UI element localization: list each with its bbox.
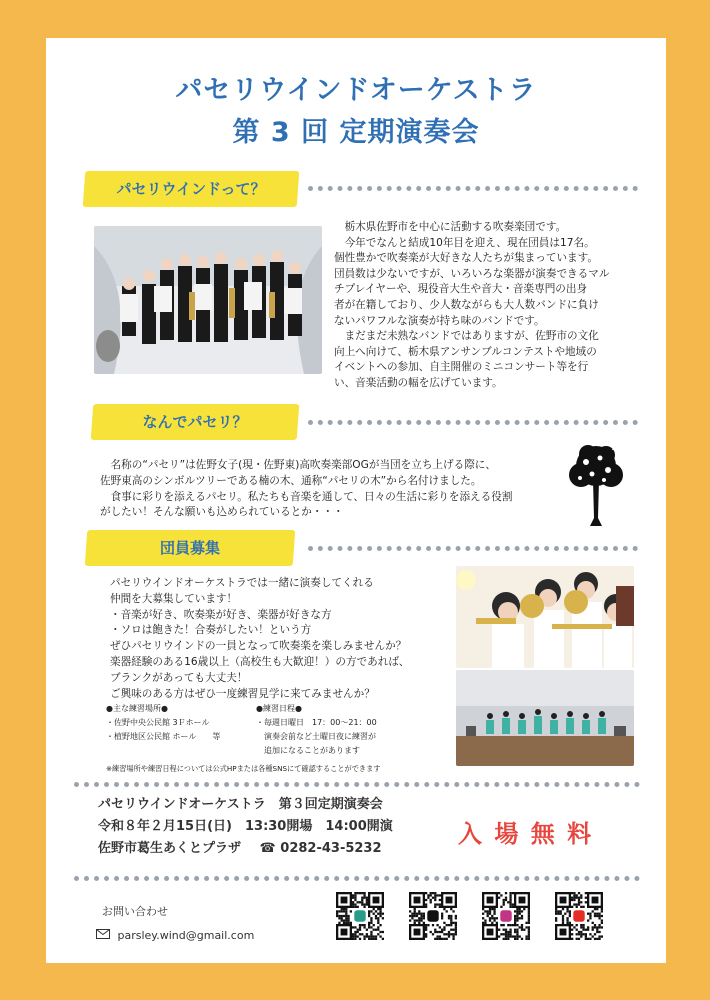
parsley-tree-icon (566, 440, 626, 530)
text-line: 栃木県佐野市を中心に活動する吹奏楽団です。 (334, 221, 567, 233)
section1-heading: パセリウインドって？ (83, 171, 300, 207)
practice-places-title: ●主な練習場所● (106, 704, 168, 713)
practice-day: 演奏会前など土曜日夜に練習が (256, 732, 376, 741)
website-icon (354, 910, 365, 921)
qr-code-instagram[interactable] (482, 892, 530, 940)
dotted-divider (308, 546, 638, 551)
section2-heading: なんでパセリ？ (91, 404, 300, 440)
band-group-photo (94, 226, 322, 374)
concert-phone: 0282-43-5232 (280, 841, 382, 856)
text-line: 個性豊かで吹奏楽が大好きな人たちが集まっています。 (334, 252, 598, 265)
admission-free: 入 場 無 料 (458, 820, 594, 848)
concert-line2: 令和８年２月15日(日) 13:30開場 14:00開演 (98, 819, 393, 834)
text-line: ご興味のある方はぜひ一度練習見学に来てみませんか？ (110, 687, 375, 700)
concert-venue-line (98, 840, 498, 858)
practice-days-title: ●練習日程● (256, 704, 302, 713)
practice-place: ・植野地区公民館 ホール 等 (106, 732, 221, 741)
text-line: ・ソロは飽きた！合奏がしたい！という方 (110, 624, 312, 637)
section3-heading: 団員募集 (85, 530, 296, 566)
text-line: ぜひパセリウインドの一員となって吹奏楽を楽しみませんか？ (110, 640, 407, 653)
text-line: 佐野東高のシンボルツリーである楠の木、通称“パセリの木”から名付けました。 (100, 474, 482, 487)
title-line1: パセリウインドオーケストラ (175, 75, 537, 106)
qr-code-youtube[interactable] (555, 892, 603, 940)
text-line: イベントへの参加、自主開催のミニコンサート等を行 (334, 361, 589, 374)
text-line: 者が在籍しており、少人数ながらも大人数バンドに負け (334, 298, 599, 311)
qr-code-website[interactable] (336, 892, 384, 940)
text-line: ・音楽が好き、吹奏楽が好き、楽器が好きな方 (110, 608, 332, 621)
practice-days (256, 702, 416, 758)
practice-day: 追加になることがあります (256, 746, 360, 755)
text-line: ブランクがあっても大丈夫！ (110, 671, 248, 684)
instagram-icon (500, 910, 511, 921)
flyer-page (46, 38, 666, 963)
text-line: い、音楽活動の幅を広げています。 (334, 376, 503, 389)
practice-place: ・佐野中央公民館 3Ｆホール (106, 718, 210, 727)
contact-email[interactable]: parsley.wind@gmail.com (117, 929, 255, 942)
text-line: ないパワフルな演奏が持ち味のバンドです。 (334, 314, 545, 327)
band-stage-photo (456, 670, 634, 766)
text-line: 団員数は少ないですが、いろいろな楽器が演奏できるマル (334, 267, 610, 280)
brass-players-photo (456, 566, 634, 668)
text-line: 食事に彩りを添えるパセリ。私たちも音楽を通して、日々の生活に彩りを添える役割 (100, 490, 513, 503)
section3-text (110, 576, 450, 702)
text-line: まだまだ未熟なバンドではありますが、佐野市の文化 (334, 330, 599, 343)
title-line2: 第 3 回 定期演奏会 (232, 117, 480, 148)
dotted-divider (308, 186, 638, 191)
mail-icon (96, 928, 110, 943)
concert-line1: パセリウインドオーケストラ 第３回定期演奏会 (98, 797, 383, 812)
text-line: 向上へ向けて、栃木県アンサンブルコンテストや地域の (334, 345, 597, 358)
youtube-icon (573, 910, 584, 921)
dotted-divider (74, 782, 640, 787)
practice-places (106, 702, 256, 744)
qr-code-x[interactable] (409, 892, 457, 940)
text-line: 楽器経験のある16歳以上（高校生も大歓迎！）の方であれば、 (110, 655, 410, 668)
text-line: 仲間を大募集しています！ (110, 592, 238, 605)
text-line: 名称の“パセリ”は佐野女子(現・佐野東)高吹奏楽部OGが当団を立ち上げる際に、 (100, 459, 496, 471)
section2-text (100, 458, 560, 521)
concert-venue: 佐野市葛生あくとプラザ (98, 841, 242, 856)
phone-icon: ☎ (259, 841, 276, 856)
text-line: 今年でなんと結成10年目を迎え、現在団員は17名。 (334, 236, 595, 249)
text-line: チプレイヤーや、現役音大生や音大・音楽専門の出身 (334, 283, 588, 296)
text-line: がしたい！そんな願いも込められているとか・・・ (100, 506, 344, 519)
text-line: パセリウインドオーケストラでは一緒に演奏してくれる (110, 577, 374, 589)
contact-email-row (96, 928, 316, 944)
contact-label: お問い合わせ (102, 905, 168, 918)
x-icon (427, 910, 438, 921)
practice-note: ※練習場所や練習日程については公式HPまたは各種SNSにて確認することができます (106, 764, 381, 773)
section1-text (334, 220, 654, 392)
practice-day: ・毎週日曜日 17：00～21：00 (256, 718, 377, 727)
dotted-divider (308, 420, 638, 425)
dotted-divider (74, 876, 640, 881)
